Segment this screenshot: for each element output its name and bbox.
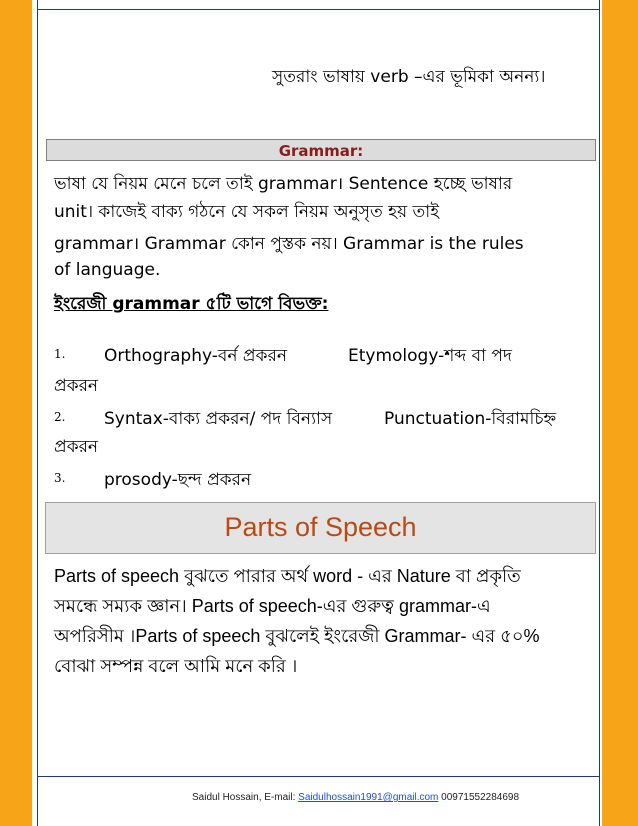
list-item-2-right: Punctuation-বিরামচিহ্ন (384, 409, 557, 429)
left-frame-line (37, 0, 38, 826)
list-item-3-left: prosody-ছন্দ প্রকরন (104, 470, 252, 490)
grammar-heading-box (46, 139, 596, 161)
right-frame-line (599, 0, 600, 826)
parts-paragraph-line-4: বোঝা সম্পন্ন বলে আমি মনে করি । (54, 656, 298, 676)
list-item-2-left: Syntax-বাক্য প্রকরন/ পদ বিন্যাস (104, 409, 333, 429)
grammar-paragraph-line-3: grammar। Grammar কোন পুস্তক নয়। Grammar is the rules (54, 234, 524, 254)
parts-of-speech-heading-box (45, 502, 596, 554)
list-item-1-left: Orthography-বর্ন প্রকরন (104, 346, 287, 366)
bottom-frame-line (38, 776, 599, 777)
parts-of-speech-heading: Parts of Speech (224, 512, 417, 542)
list-item-2-continuation: প্রকরন (54, 437, 99, 457)
list-number-3: 3. (54, 471, 66, 485)
grammar-divisions-subheading: ইংরেজী grammar ৫টি ভাগে বিভক্ত: (54, 294, 329, 314)
footer-email-link[interactable]: Saidulhossain1991@gmail.com (298, 792, 439, 803)
left-orange-border (0, 0, 32, 826)
parts-paragraph-line-1: Parts of speech বুঝতে পারার অর্থ word - এর Nature বা প্রকৃতি (54, 566, 521, 586)
grammar-paragraph-line-4: of language. (54, 260, 161, 280)
grammar-paragraph-line-1: ভাষা যে নিয়ম মেনে চলে তাই grammar। Sentence হচ্ছে ভাষার (54, 174, 513, 194)
page-footer (192, 792, 519, 803)
footer-author: Saidul Hossain, E-mail: (192, 792, 299, 803)
parts-paragraph-line-3: অপরিসীম ।Parts of speech বুঝলেই ইংরেজী Grammar- এর ৫০% (54, 626, 540, 646)
grammar-heading: Grammar: (278, 142, 364, 160)
parts-paragraph-line-2: সমন্ধে সম্যক জ্ঞান। Parts of speech-এর গুরুত্ব grammar-এ (54, 596, 491, 616)
grammar-paragraph-line-2: unit। কাজেই বাক্য গঠনে যে সকল নিয়ম অনুসৃত হয় তাই (54, 202, 440, 222)
top-frame-line (38, 9, 599, 10)
list-number-1: 1. (54, 347, 66, 361)
list-item-1-continuation: প্রকরন (54, 376, 99, 396)
list-number-2: 2. (54, 410, 66, 424)
footer-phone: 00971552284698 (438, 792, 520, 803)
list-item-1-right: Etymology-শব্দ বা পদ (348, 346, 512, 366)
intro-line: সুতরাং ভাষায় verb –এর ভূমিকা অনন্য। (272, 67, 546, 87)
right-orange-border (602, 0, 638, 826)
